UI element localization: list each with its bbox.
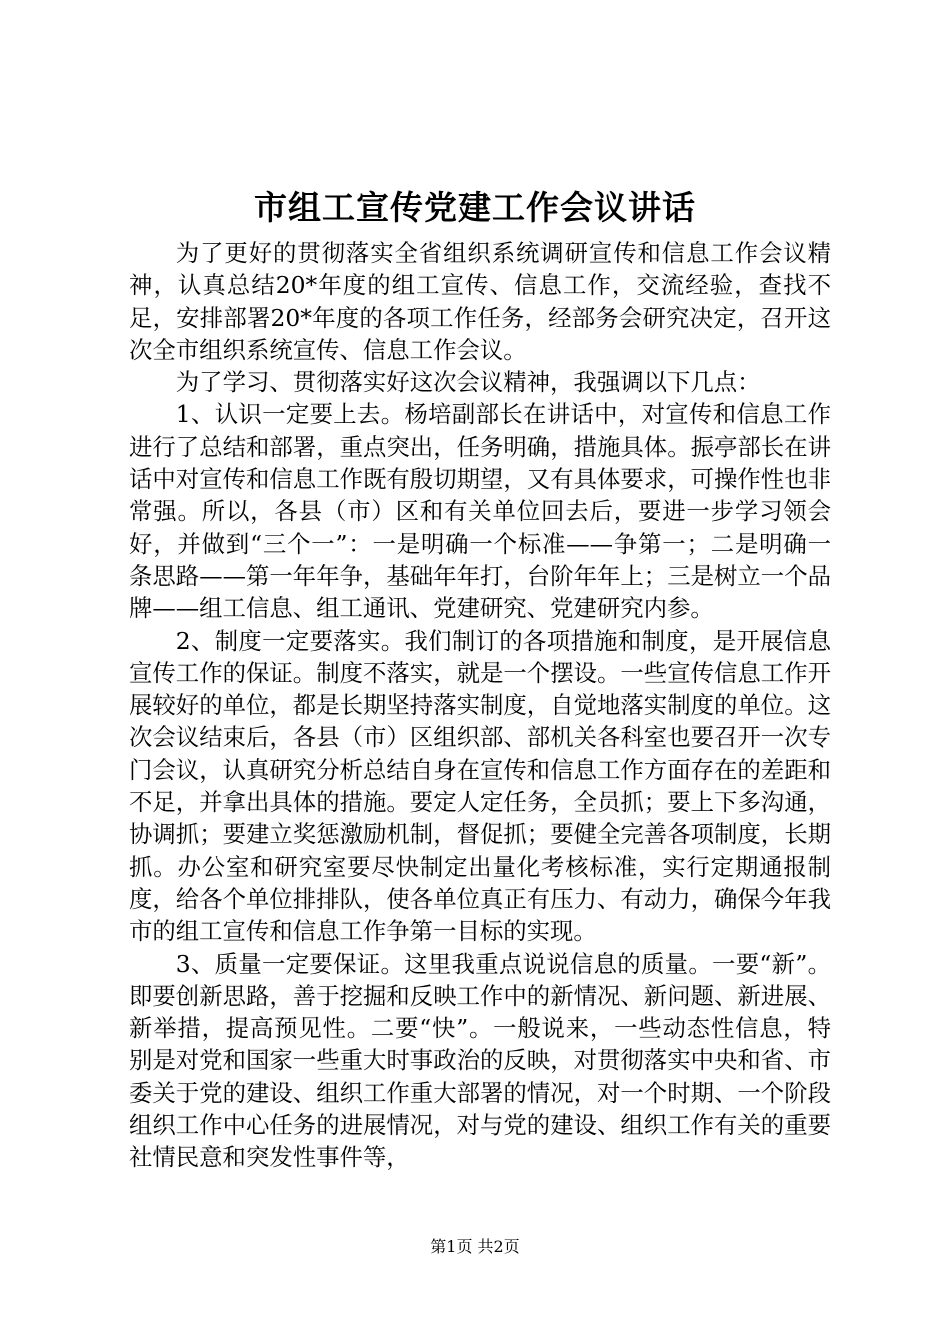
paragraph-emphasis: 为了学习、贯彻落实好这次会议精神，我强调以下几点： xyxy=(175,368,761,397)
paragraph-intro: 为了更好的贯彻落实全省组织系统调研宣传和信息工作会议精神，认真总结20*年度的组工宣传、信息工作，交流经验，查找不足，安排部署20*年度的各项工作任务，经部务会研究决定，召开这次全市组织系统宣传、信息工作会议。 xyxy=(129,239,831,364)
paragraph-point-1: 1、认识一定要上去。杨培副部长在讲话中，对宣传和信息工作进行了总结和部署，重点突出，任务明确，措施具体。振亭部长在讲话中对宣传和信息工作既有殷切期望，又有具体要求，可操作性也非常强。所以，各县（市）区和有关单位回去后，要进一步学习领会好，并做到“三个一”：一是明确一个标准——争第一；二是明确一条思路——第一年年争，基础年年打，台阶年年上；三是树立一个品牌——组工信息、组工通讯、党建研究、党建研究内参。 xyxy=(129,400,831,623)
document-title: 市组工宣传党建工作会议讲话 xyxy=(254,188,696,227)
page-footer: 第1页 共2页 xyxy=(430,1237,520,1256)
document-body xyxy=(129,237,831,1174)
paragraph-point-3: 3、质量一定要保证。这里我重点说说信息的质量。一要“新”。即要创新思路，善于挖掘和反映工作中的新情况、新问题、新进展、新举措，提高预见性。二要“快”。一般说来，一些动态性信息，特别是对党和国家一些重大时事政治的反映，对贯彻落实中央和省、市委关于党的建设、组织工作重大部署的情况，对一个时期、一个阶段组织工作中心任务的进展情况，对与党的建设、组织工作有关的重要社情民意和突发性事件等， xyxy=(129,949,831,1172)
paragraph-point-2: 2、制度一定要落实。我们制订的各项措施和制度，是开展信息宣传工作的保证。制度不落实，就是一个摆设。一些宣传信息工作开展较好的单位，都是长期坚持落实制度，自觉地落实制度的单位。这次会议结束后，各县（市）区组织部、部机关各科室也要召开一次专门会议，认真研究分析总结自身在宣传和信息工作方面存在的差距和不足，并拿出具体的措施。要定人定任务，全员抓；要上下多沟通，协调抓；要建立奖惩激励机制，督促抓；要健全完善各项制度，长期抓。办公室和研究室要尽快制定出量化考核标准，实行定期通报制度，给各个单位排排队，使各单位真正有压力、有动力，确保今年我市的组工宣传和信息工作争第一目标的实现。 xyxy=(129,626,831,946)
